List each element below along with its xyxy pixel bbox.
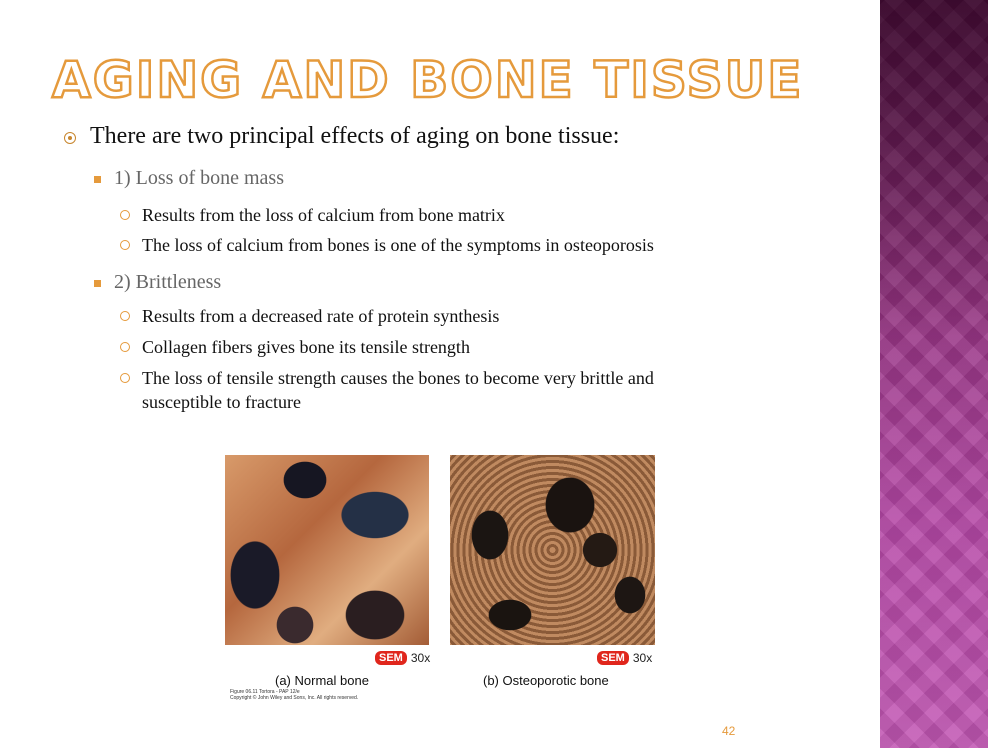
magnification-b: 30x bbox=[632, 651, 653, 665]
figure-credit bbox=[230, 689, 430, 701]
bullet-main: There are two principal effects of aging on bone tissue: bbox=[90, 123, 620, 149]
square-bullet-icon bbox=[94, 176, 101, 183]
sem-label-a bbox=[375, 651, 430, 665]
normal-bone-sem-image bbox=[225, 455, 429, 645]
magnification-a: 30x bbox=[410, 651, 431, 665]
slide-title: AGING AND BONE TISSUE bbox=[52, 51, 804, 109]
bullet-effect-1: 1) Loss of bone mass bbox=[114, 167, 284, 189]
bullet-effect-2-point-2: Collagen fibers gives bone its tensile strength bbox=[142, 337, 470, 357]
ring-bullet-icon bbox=[120, 311, 130, 321]
sem-label-b bbox=[597, 651, 652, 665]
bullet-effect-2-point-3: The loss of tensile strength causes the bones to become very brittle and bbox=[142, 368, 654, 388]
ring-bullet-icon bbox=[120, 342, 130, 352]
ring-bullet-icon bbox=[120, 240, 130, 250]
square-bullet-icon bbox=[94, 280, 101, 287]
bullet-effect-2-point-3-continued: susceptible to fracture bbox=[142, 392, 301, 412]
page-number: 42 bbox=[722, 724, 736, 738]
caption-normal-bone: (a) Normal bone bbox=[275, 673, 369, 688]
bullet-effect-1-point-2: The loss of calcium from bones is one of the symptoms in osteoporosis bbox=[142, 235, 654, 255]
figure-credit-line-1: Figure 06.11 Tortora - PAP 12/e bbox=[230, 689, 300, 695]
ring-bullet-icon bbox=[120, 373, 130, 383]
bullet-effect-2: 2) Brittleness bbox=[114, 271, 222, 293]
figure-credit-line-2: Copyright © John Wiley and Sons, Inc. All rights reserved. bbox=[230, 695, 359, 701]
decorative-side-band bbox=[880, 0, 988, 748]
ring-bullet-icon bbox=[120, 210, 130, 220]
bone-comparison-figure bbox=[225, 455, 665, 710]
sem-badge: SEM bbox=[597, 651, 629, 665]
bullet-effect-2-point-1: Results from a decreased rate of protein synthesis bbox=[142, 306, 500, 326]
circle-bullet-icon bbox=[64, 132, 76, 144]
caption-osteoporotic-bone: (b) Osteoporotic bone bbox=[483, 673, 609, 688]
osteoporotic-bone-sem-image bbox=[450, 455, 655, 645]
bullet-effect-1-point-1: Results from the loss of calcium from bone matrix bbox=[142, 205, 505, 225]
sem-badge: SEM bbox=[375, 651, 407, 665]
